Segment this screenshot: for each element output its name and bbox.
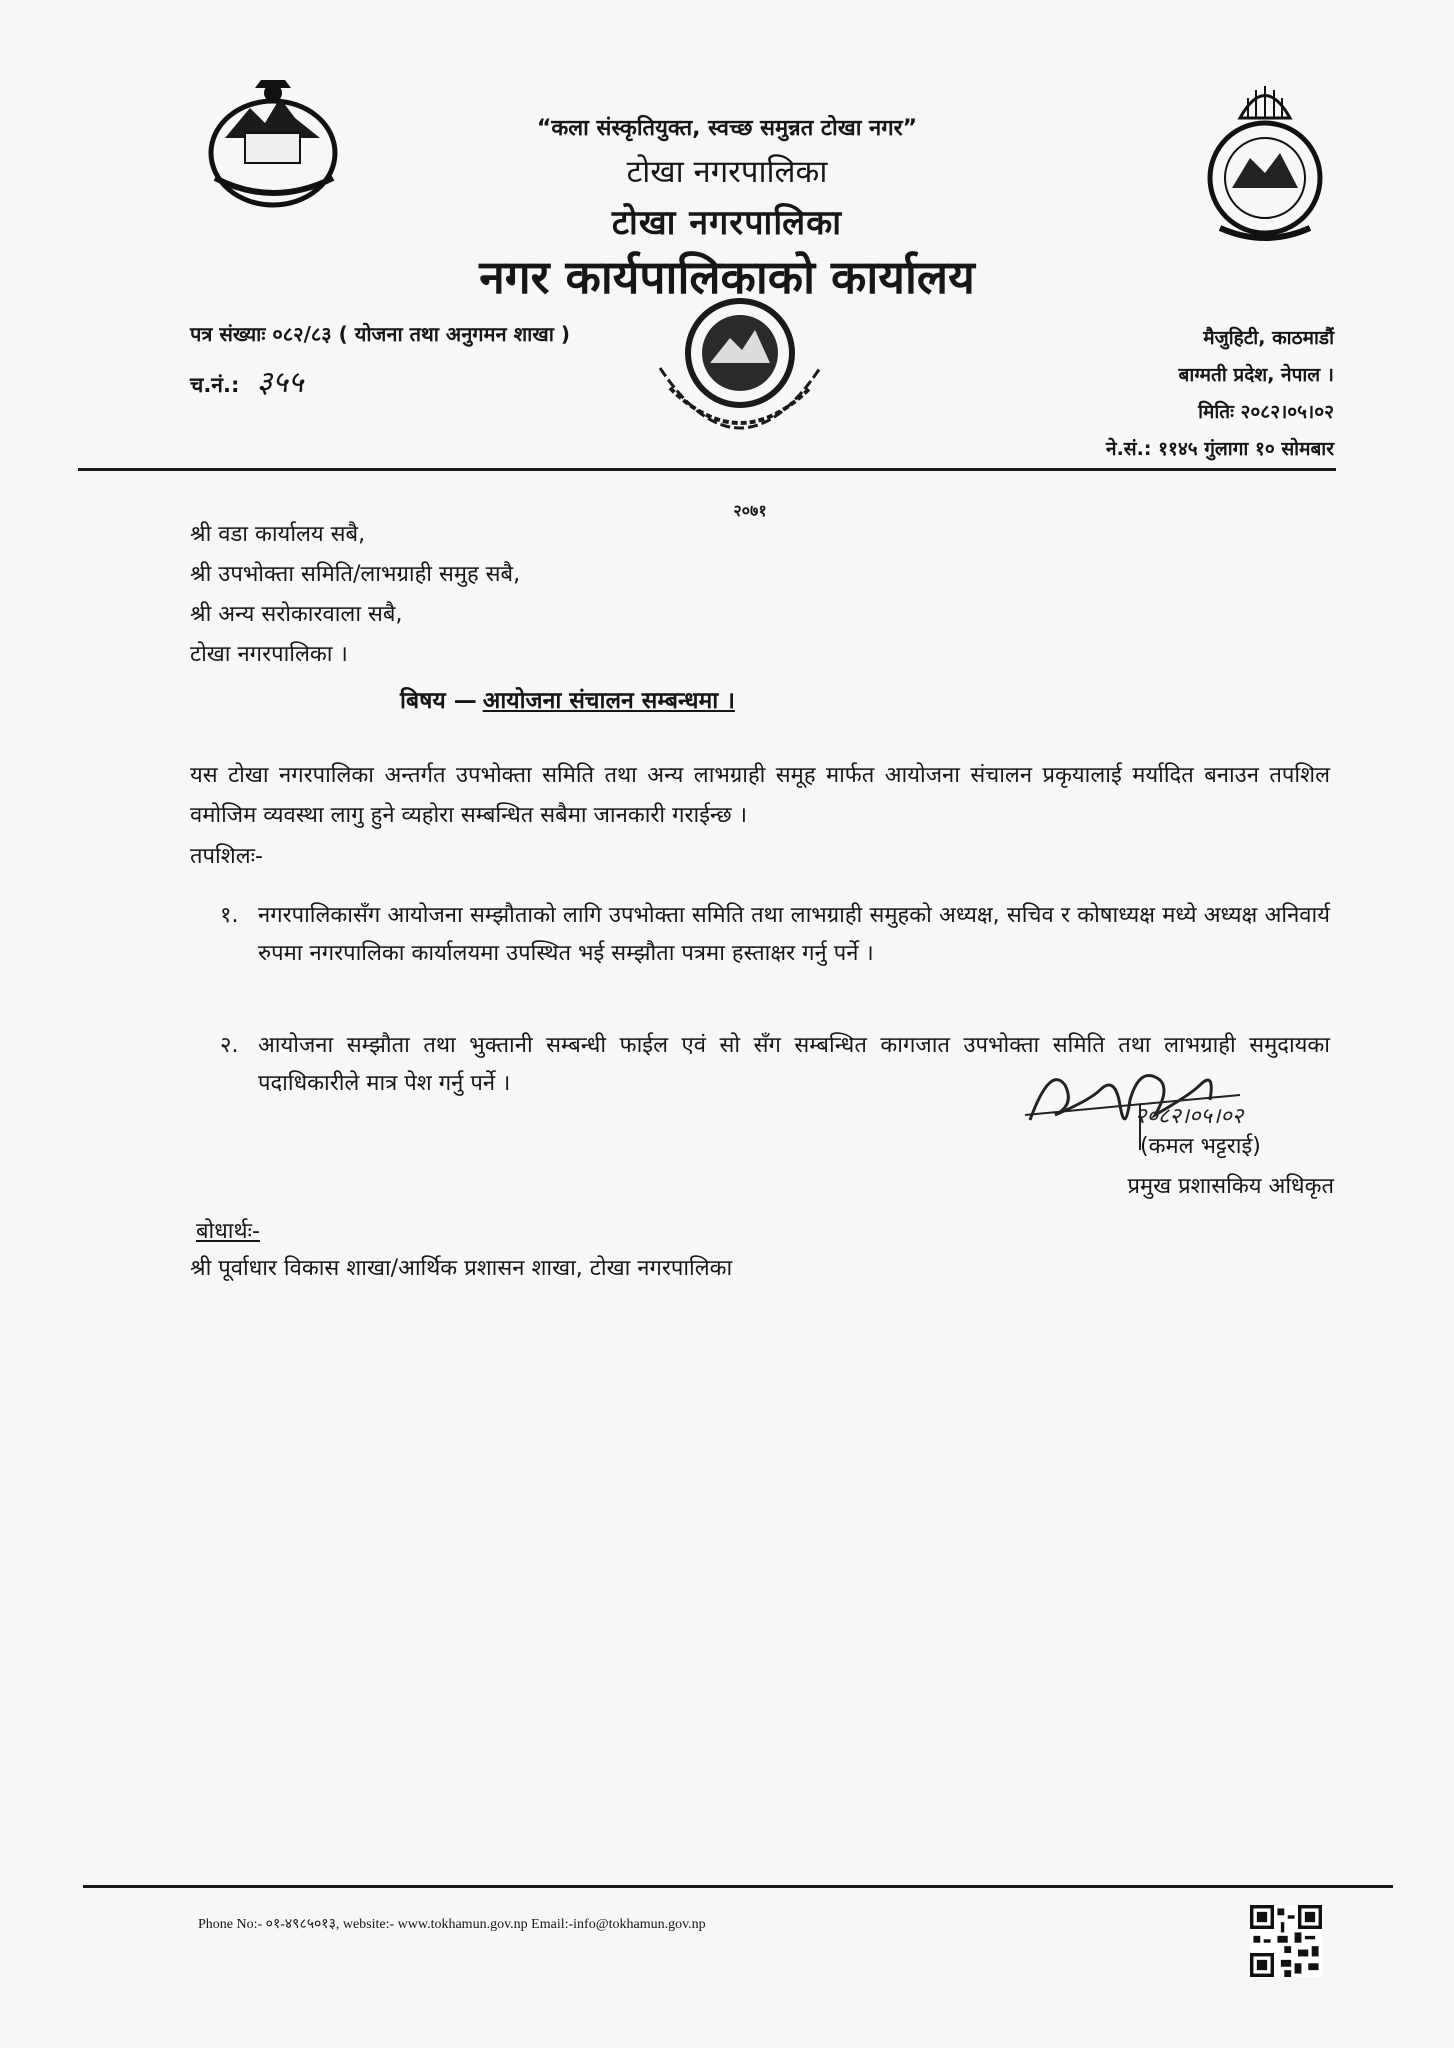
- org-name-alt-script: टोखा नगरपालिका: [611, 203, 843, 243]
- details-label: तपशिलः-: [190, 844, 263, 869]
- address-block: [1106, 320, 1334, 468]
- list-item: [220, 897, 1330, 973]
- address-line-1: मैजुहिटी, काठमाडौं: [1203, 327, 1334, 349]
- dispatch-label: च.नं.:: [190, 373, 240, 397]
- subject-text: आयोजना संचालन सम्बन्धमा ।: [482, 688, 735, 714]
- recipient-line: श्री अन्य सरोकारवाला सबै,: [190, 602, 403, 627]
- signatory-name: (कमल भट्टराई): [1140, 1134, 1261, 1159]
- list-item-number: १.: [220, 903, 239, 928]
- cc-recipients: श्री पूर्वाधार विकास शाखा/आर्थिक प्रशासन शाखा, टोखा नगरपालिका: [190, 1256, 733, 1281]
- footer-contact: Phone No:- ०१-४९८५०१३, website:- www.tokhamun.gov.np Email:-info@tokhamun.gov.np: [198, 1917, 706, 1932]
- nepal-sambat-date: ने.सं.: ११४५ गुंलागा १० सोमबार: [1106, 438, 1334, 460]
- date: मितिः २०८२।०५।०२: [1198, 401, 1334, 423]
- cc-label: बोधार्थः-: [196, 1219, 260, 1244]
- recipient-line: श्री वडा कार्यालय सबै,: [190, 522, 366, 547]
- seal-year: २०७१: [733, 501, 767, 520]
- recipient-line: टोखा नगरपालिका ।: [190, 642, 348, 667]
- office-seal-stamp: [630, 288, 840, 528]
- qr-code-icon: [1250, 1905, 1322, 1977]
- recipients: [190, 515, 520, 675]
- signatory-title: प्रमुख प्रशासकिय अधिकृत: [1127, 1174, 1334, 1199]
- dispatch-value: ३५५: [256, 365, 304, 400]
- list-item-text: आयोजना सम्झौता तथा भुक्तानी सम्बन्धी फाईल एवं सो सँग सम्बन्धित कागजात उपभोक्ता समिति तथा लाभग्राही समुदायका पदाधिकारीले मात्र पेश गर्नु पर्ने ।: [258, 1033, 1330, 1096]
- nepal-emblem-icon: [195, 78, 350, 213]
- recipient-line: श्री उपभोक्ता समिति/लाभग्राही समुह सबै,: [190, 562, 521, 587]
- header-divider: [78, 468, 1336, 471]
- slogan: “कला संस्कृतियुक्त, स्वच्छ समुन्नत टोखा नगर”: [536, 116, 918, 141]
- body-paragraph: यस टोखा नगरपालिका अन्तर्गत उपभोक्ता समिति तथा अन्य लाभग्राही समूह मार्फत आयोजना संचालन प्रकृयालाई मर्यादित बनाउन तपशिल वमोजिम व्यवस्था लागु हुने व्यहोरा सम्बन्धित सबैमा जानकारी गराईन्छ ।: [190, 763, 1330, 828]
- list-item-text: नगरपालिकासँग आयोजना सम्झौताको लागि उपभोक्ता समिति तथा लाभग्राही समुहको अध्यक्ष, सचिव र कोषाध्यक्ष मध्ये अध्यक्ष अनिवार्य रुपमा नगरपालिका कार्यालयमा उपस्थित भई सम्झौता पत्रमा हस्ताक्षर गर्नु पर्ने ।: [258, 903, 1330, 966]
- org-name: टोखा नगरपालिका: [626, 154, 828, 190]
- dispatch-number: [190, 360, 303, 401]
- subject-label: बिषय —: [400, 688, 477, 714]
- list-item-number: २.: [220, 1033, 239, 1058]
- office-name: नगर कार्यपालिकाको कार्यालय: [479, 250, 975, 304]
- address-line-2: बाग्मती प्रदेश, नेपाल ।: [1178, 364, 1334, 386]
- footer-divider: [83, 1885, 1393, 1888]
- signature-date: २०८२।०५।०२: [1135, 1104, 1244, 1129]
- reference-number: पत्र संख्याः ०८२/८३ ( योजना तथा अनुगमन शाखा ): [190, 322, 571, 346]
- subject-line: [400, 683, 735, 715]
